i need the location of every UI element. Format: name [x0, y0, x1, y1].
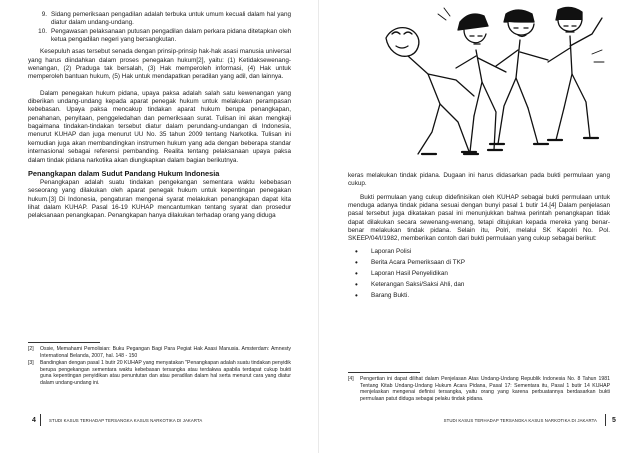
footer-divider	[605, 414, 606, 426]
left-footnotes	[28, 342, 291, 387]
footnote-divider	[348, 372, 420, 373]
footnote-text: Bandingkan dengan pasal 1 butir 20 KUHAP yang menyatakan "Penangkapan adalah suatu tindakan penyidik berupa pengekangan sementara waktu kebebasan tersangka atau terdakwa apabila terdapat cukup bukti guna kepentingan penyidikan atau penuntutan dan atau peradilan dalam hal serta menurut cara yang diatur dalam undang-undang ini.	[40, 360, 291, 386]
footnote-number: [4]	[348, 376, 354, 382]
running-footer: STUDI KASUS TERHADAP TERSANGKA KASUS NARKOTIKA DI JAKARTA	[49, 417, 203, 423]
list-item	[32, 11, 291, 28]
footer-divider	[40, 414, 41, 426]
list-item-text: Pengawasan pelaksanaan putusan pengadilan dalam perkara pidana ditetapkan oleh ketua pengadilan negeri yang bersangkutan.	[51, 27, 291, 44]
list-item	[348, 268, 610, 279]
list-item-text: Sidang pemeriksaan pengadilan adalah terbuka untuk umum kecuali dalam hal yang diatur dalam undang-undang.	[51, 11, 291, 27]
right-page-body	[348, 172, 610, 301]
footnote	[28, 346, 291, 359]
right-footnotes	[348, 372, 610, 402]
footnote	[28, 360, 291, 386]
running-footer: STUDI KASUS TERHADAP TERSANGKA KASUS NARKOTIKA DI JAKARTA	[443, 417, 597, 423]
bullet-icon: •	[355, 290, 358, 300]
list-item-text: Berita Acara Pemeriksaan di TKP	[371, 258, 466, 266]
list-item-text: Barang Bukti.	[371, 291, 410, 299]
page-number: 4	[32, 416, 36, 424]
list-item-text: Keterangan Saksi/Saksi Ahli, dan	[371, 280, 465, 288]
list-item	[32, 28, 291, 45]
footnote-number: [3]	[28, 360, 34, 367]
footnote-text: Pengertian ini dapat dilihat dalam Penjelasan Atas Undang-Undang Republik Indonesia No. 8 Tahun 1981 Tentang Kitab Undang-Undang Hukum Acara Pidana, Pasal 17: Sementara itu, Pasal 1 butir 14 KUHAP menjelaskan mengenai definisi tersangka, yaitu orang yang karena perbuatannya berdasarkan bukti permulaan patut diduga sebagai pelaku tindak pidana.	[360, 376, 610, 402]
left-footer	[32, 414, 202, 426]
footnote	[348, 376, 610, 402]
list-item-text: Laporan Polisi	[371, 247, 412, 255]
footnote-text: Ossie, Memahami Pemolisian: Buku Pegangan Bagi Para Pegiat Hak Asasi Manusia. Amsterdam: Amnesty International Belanda, 2007, hal. 148 - 150	[40, 346, 291, 359]
list-item	[348, 279, 610, 290]
paragraph-arrest: Penangkapan adalah suatu tindakan pengekangan sementara waktu kebebasan seseorang yang dilakukan oleh aparat penegak hukum untuk kepentingan penegakan hukum.[3] Di Indonesia, pengaturan mengenai syarat melakukan penangkapan dapat kita lihat dalam KUHAP. Pasal 16-19 KUHAP mencantumkan tentang syarat dan prosedur pelaksanaan penangkapan. Penangkapan hanya dilakukan terhadap orang yang diduga	[28, 178, 291, 220]
paragraph-coercive-measures: Dalam penegakan hukum pidana, upaya paksa adalah salah satu kewenangan yang diberikan undang-undang kepada aparat penegak hukum untuk melakukan perampasan kebebasan. Upaya paksa mencakup tindakan aparat hukum berupa penangkapan, penahanan, penyitaan, penggeledahan dan pemeriksaan surat. Tulisan ini akan mengkaji bagaimana tindakan-tindakan tersebut diatur dalam perundang-undangan di Indonesia, menurut KUHAP dan juga menurut UU No. 35 tahun 2009 tentang Narkotika. Tulisan ini kemudian juga akan membandingkan instrumen hukum yang ada dengan beberapa standar internasional sebagai referensi pembanding. Realita tentang pelaksanaan upaya paksa dalam tindak pidana narkotika akan diungkapkan dalam bagian berikutnya.	[28, 89, 291, 164]
section-heading: Penangkapan dalam Sudut Pandang Hukum Indonesia	[28, 168, 220, 178]
arrest-cartoon-illustration	[378, 4, 606, 162]
bullet-icon: •	[355, 279, 358, 289]
left-page-body	[28, 11, 291, 221]
page-number: 5	[612, 416, 616, 424]
bullet-icon: •	[355, 257, 358, 267]
list-item	[348, 246, 610, 257]
bullet-icon: •	[355, 268, 358, 278]
evidence-list	[348, 246, 610, 301]
paragraph-sufficient-evidence: Bukti permulaan yang cukup didefinisikan oleh KUHAP sebagai bukti permulaan untuk menduga adanya tindak pidana sesuai dengan bunyi pasal 1 butir 14.[4] Dalam penjelasan pasal tersebut juga dikatakan pasal ini menunjukkan bahwa perintah penangkapan tidak dapat dilakukan secara sewenang-wenang, tetapi ditujukan kepada mereka yang benar-benar melakukan tindak pidana. Selain itu, Polri, melalui SK Kapolri No. Pol. SKEEP/04/I/1982, memberikan contoh dari bukti permulaan yang cukup sebagai berikut:	[348, 193, 610, 243]
footnote-number: [2]	[28, 346, 34, 352]
paragraph-continued: keras melakukan tindak pidana. Dugaan ini harus didasarkan pada bukti permulaan yang cukup.	[348, 172, 610, 188]
list-item-number: 9.	[41, 11, 47, 18]
right-page	[319, 0, 638, 453]
footnote-divider	[28, 342, 100, 343]
right-footer	[444, 414, 616, 426]
principles-list	[28, 11, 291, 44]
list-item-number: 10.	[38, 27, 47, 35]
list-item	[348, 290, 610, 301]
paragraph-human-rights: Kesepuluh asas tersebut senada dengan prinsip-prinsip hak-hak asasi manusia universal yang harus diindahkan dalam proses penegakan hukum[2], yaitu: (1) Ketidaksewenang-wenangan, (2) Praduga tak bersalah, (3) Hak memperoleh informasi, (4) Hak untuk memperoleh bantuan hukum, (5) Hak untuk mendapatkan peradilan yang adil, dan lainnya.	[28, 48, 291, 81]
list-item-text: Laporan Hasil Penyelidikan	[371, 269, 448, 277]
bullet-icon: •	[355, 246, 358, 256]
list-item	[348, 257, 610, 268]
